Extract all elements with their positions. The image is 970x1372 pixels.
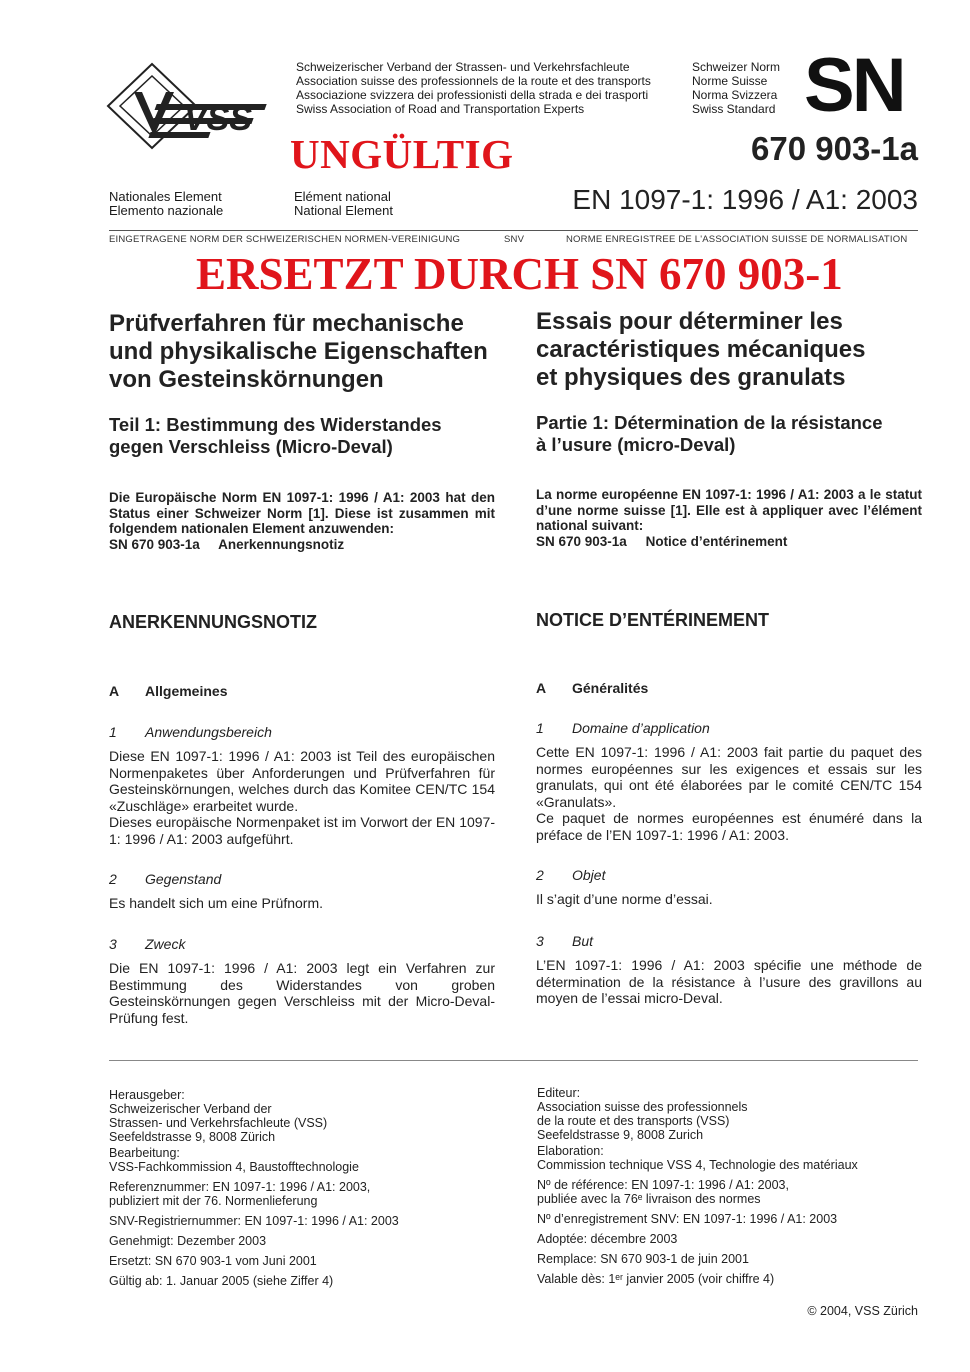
footer-de-reference: Referenznummer: EN 1097-1: 1996 / A1: 2003, publiziert mit der 76. Normenlieferung xyxy=(109,1180,371,1208)
vss-logo xyxy=(104,62,289,150)
section-heading-fr: NOTICE D’ENTÉRINEMENT xyxy=(536,610,770,630)
national-element-label-left: Nationales Element Elemento nazionale xyxy=(109,189,224,218)
association-names: Schweizerischer Verband der Strassen- und Verkehrsfachleute Association suisse des professionnels de la route et des transports Associazione svizzera dei professionisti della strada e dei trasporti Swiss Association of Road and Transportation Experts xyxy=(296,60,651,116)
footer-de-publisher: Herausgeber: Schweizerischer Verband der Strassen- und Verkehrsfachleute (VSS) Seefeldstrasse 9, 8008 Zürich xyxy=(109,1088,328,1144)
sn-logo: SN xyxy=(804,43,904,128)
header-divider xyxy=(109,230,918,231)
footer-fr-valid-from: Valable dès: 1ᵉʳ janvier 2005 (voir chiffre 4) xyxy=(537,1272,775,1286)
item-title-de-2: 2 Gegenstand xyxy=(109,871,222,887)
section-heading-de: ANERKENNUNGSNOTIZ xyxy=(109,612,318,632)
footer-fr-approved: Adoptée: décembre 2003 xyxy=(537,1232,678,1246)
en-reference: EN 1097-1: 1996 / A1: 2003 xyxy=(572,184,918,215)
title-de: Prüfverfahren für mechanische und physikalische Eigenschaften von Gesteinskörnungen xyxy=(109,310,488,393)
norm-type-labels: Schweizer Norm Norme Suisse Norma Svizzera Swiss Standard xyxy=(692,60,781,116)
replaced-stamp: ERSETZT DURCH SN 670 903-1 xyxy=(196,249,843,299)
item-title-fr-2: 2 Objet xyxy=(536,867,606,883)
footer-divider xyxy=(109,1060,918,1061)
svg-text:VSS: VSS xyxy=(184,100,253,138)
subsection-heading-de: A Allgemeines xyxy=(109,683,228,699)
footer-fr xyxy=(537,1086,937,1292)
footer-de-registry: SNV-Registriernummer: EN 1097-1: 1996 / A1: 2003 xyxy=(109,1214,399,1228)
registry-de: EINGETRAGENE NORM DER SCHWEIZERISCHEN NORMEN-VEREINIGUNG xyxy=(109,234,461,245)
item-text-de-3: Die EN 1097-1: 1996 / A1: 2003 legt ein Verfahren zur Bestimmung des Widerstandes von groben Gesteinskörnungen gegen Verschleiss mit der Micro-Deval-Prüfung fest. xyxy=(109,960,495,1026)
intro-fr: La norme européenne EN 1097-1: 1996 / A1: 2003 a le statut d’une norme suisse [1]. Elle est à appliquer avec l’élément national suivant: SN 670 903-1a Notice d’entérinement xyxy=(536,487,922,549)
intro-de: Die Europäische Norm EN 1097-1: 1996 / A1: 2003 hat den Status einer Schweizer Norm [1]. Diese ist zusammen mit folgendem nationalen Element anzuwenden: SN 670 903-1a Anerkennungsnotiz xyxy=(109,490,495,552)
national-element-label-right: Elément national National Element xyxy=(294,189,393,218)
footer-de-approved: Genehmigt: Dezember 2003 xyxy=(109,1234,267,1248)
item-text-fr-2: Il s’agit d’une norme d’essai. xyxy=(536,891,713,907)
footer-fr-editing: Elaboration: Commission technique VSS 4, Technologie des matériaux xyxy=(537,1144,858,1172)
footer-fr-reference: Nº de référence: EN 1097-1: 1996 / A1: 2003, publiée avec la 76ᵉ livraison des normes xyxy=(537,1178,789,1206)
copyright: © 2004, VSS Zürich xyxy=(807,1304,918,1318)
footer-fr-registry: Nº d’enregistrement SNV: EN 1097-1: 1996 / A1: 2003 xyxy=(537,1212,838,1226)
footer-de-valid-from: Gültig ab: 1. Januar 2005 (siehe Ziffer 4) xyxy=(109,1274,334,1288)
item-text-de-1: Diese EN 1097-1: 1996 / A1: 2003 ist Teil des europäischen Normenpaketes über Anforderungen und Prüfverfahren für Gesteinskörnungen, welches durch das Komitee CEN/TC 154 «Zuschläge» erarbeitet wurde. Dieses europäische Normenpaket ist im Vorwort der EN 1097-1: 1996 / A1: 2003 aufgeführt. xyxy=(109,748,495,847)
subsection-heading-fr: A Généralités xyxy=(536,680,649,696)
norm-number: 670 903-1a xyxy=(751,130,918,167)
title-fr: Essais pour déterminer les caractéristiques mécaniques et physiques des granulats xyxy=(536,308,866,391)
item-title-de-3: 3 Zweck xyxy=(109,936,186,952)
registry-fr: NORME ENREGISTREE DE L'ASSOCIATION SUISSE DE NORMALISATION xyxy=(566,234,908,245)
registry-snv: SNV xyxy=(504,234,525,245)
item-text-fr-3: L’EN 1097-1: 1996 / A1: 2003 spécifie une méthode de détermination de la résistance à l’usure des gravillons au moyen de l’essai micro-Deval. xyxy=(536,957,922,1006)
footer-fr-publisher: Editeur: Association suisse des professionnels de la route et des transports (VSS) Seefeldstrasse 9, 8008 Zurich xyxy=(537,1086,748,1142)
footer-de-replaces: Ersetzt: SN 670 903-1 vom Juni 2001 xyxy=(109,1254,317,1268)
item-title-fr-1: 1 Domaine d’application xyxy=(536,720,710,736)
footer-de-editing: Bearbeitung: VSS-Fachkommission 4, Baustofftechnologie xyxy=(109,1146,359,1174)
subtitle-fr: Partie 1: Détermination de la résistance à l’usure (micro-Deval) xyxy=(536,412,883,455)
invalid-stamp: UNGÜLTIG xyxy=(290,131,514,177)
footer-de xyxy=(109,1088,509,1294)
item-title-de-1: 1 Anwendungsbereich xyxy=(109,724,272,740)
subtitle-de: Teil 1: Bestimmung des Widerstandes gegen Verschleiss (Micro-Deval) xyxy=(109,414,442,457)
footer-fr-replaces: Remplace: SN 670 903-1 de juin 2001 xyxy=(537,1252,749,1266)
item-title-fr-3: 3 But xyxy=(536,933,594,949)
item-text-fr-1: Cette EN 1097-1: 1996 / A1: 2003 fait partie du paquet des normes européennes sur les exigences et essais sur les granulats, qui ont été élaborées par le comité CEN/TC 154 «Granulats». Ce paquet de normes européennes est énuméré dans la préface de l’EN 1097-1: 1996 / A1: 2003. xyxy=(536,744,922,843)
item-text-de-2: Es handelt sich um eine Prüfnorm. xyxy=(109,895,323,911)
